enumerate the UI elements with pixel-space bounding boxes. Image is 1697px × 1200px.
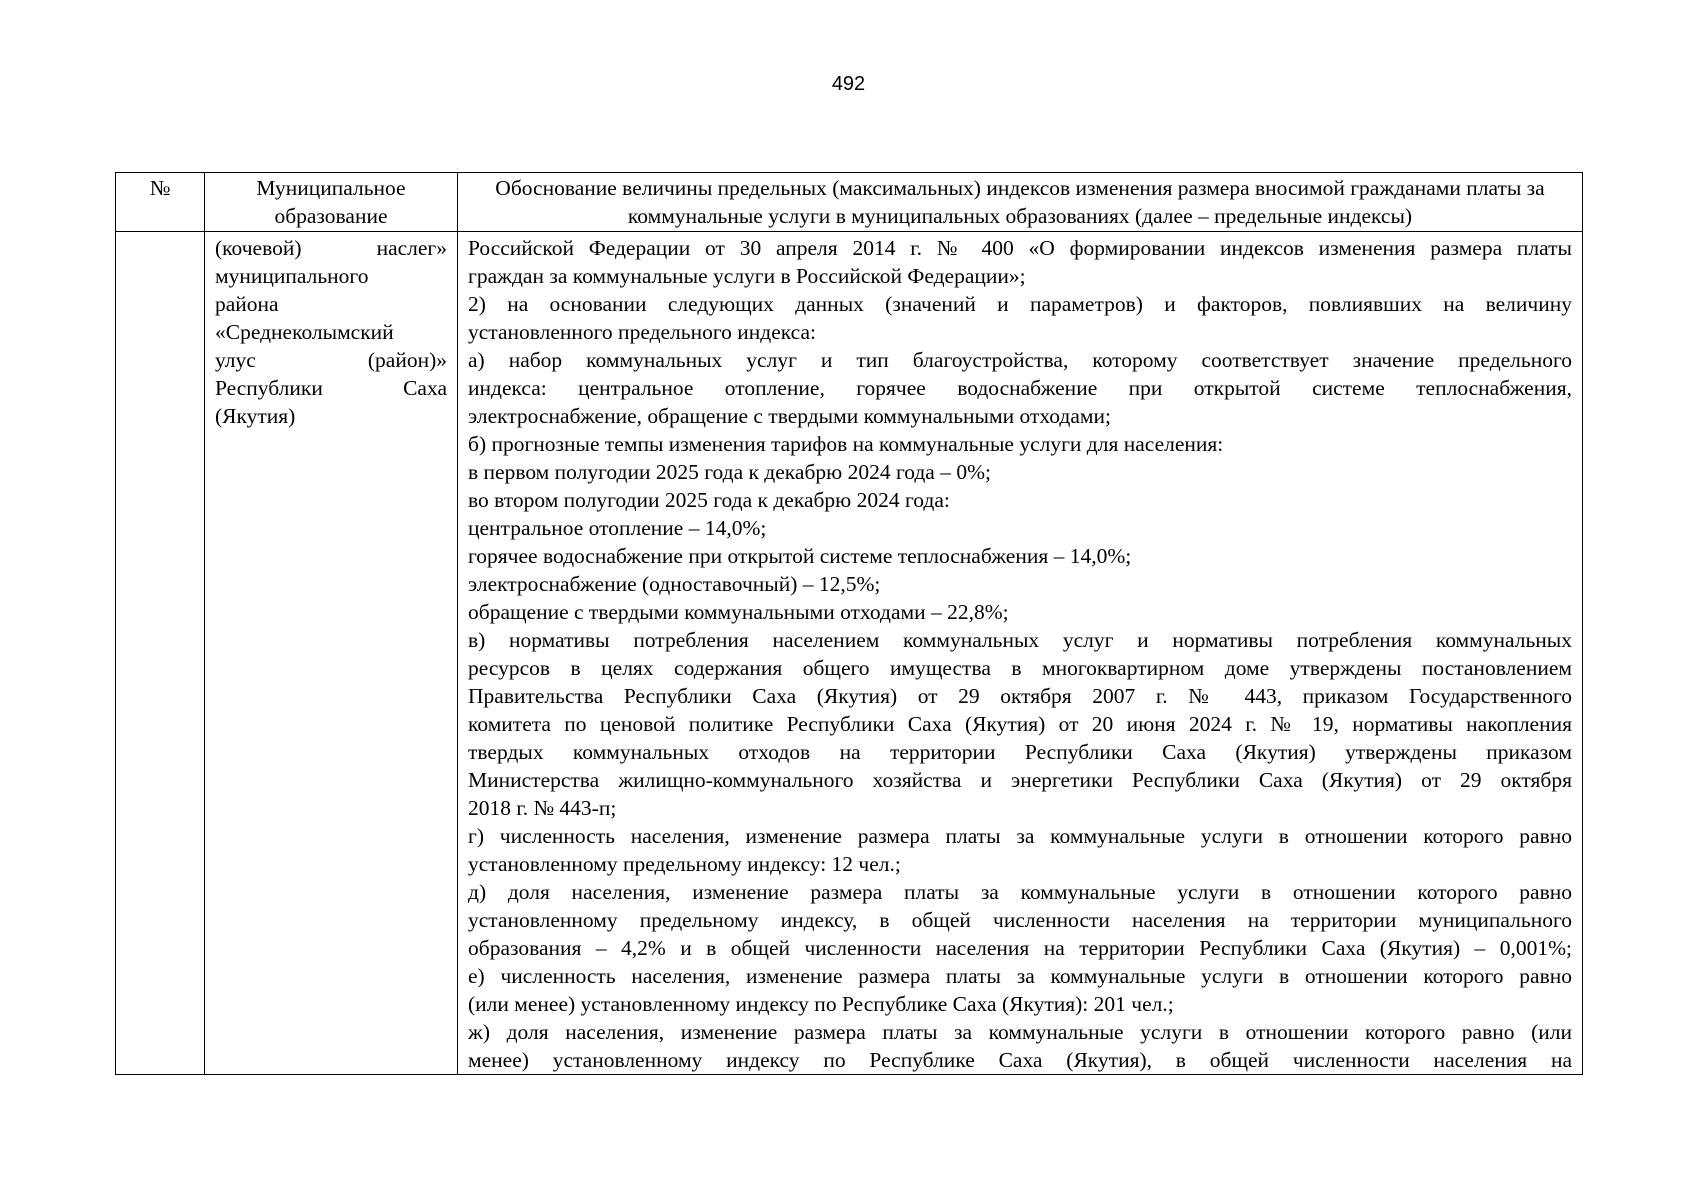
justification-line: д) доля населения, изменение размера платы за коммунальные услуги в отношении которого равно	[468, 880, 1572, 904]
cell-justification	[458, 232, 1583, 1075]
cell-number	[116, 232, 205, 1075]
justification-line: установленного предельного индекса:	[468, 320, 816, 344]
municipality-word: муниципального	[215, 264, 369, 288]
justification-line: электроснабжение (одноставочный) – 12,5%;	[468, 572, 881, 596]
justification-line: установленному предельному индексу: 12 чел.;	[468, 852, 901, 876]
municipality-line	[215, 262, 447, 290]
municipality-word: «Среднеколымский	[215, 320, 394, 344]
justification-line: центральное отопление – 14,0%;	[468, 516, 767, 540]
justification-line: твердых коммунальных отходов на территории Республики Саха (Якутия) утверждены приказом	[468, 740, 1572, 764]
municipality-word: (кочевой)	[215, 236, 302, 260]
justification-line: б) прогнозные темпы изменения тарифов на коммунальные услуги для населения:	[468, 432, 1224, 456]
justification-line: менее) установленному индексу по Республике Саха (Якутия), в общей численности населения на	[468, 1048, 1572, 1072]
justification-line: Российской Федерации от 30 апреля 2014 г. № 400 «О формировании индексов изменения размера платы	[468, 236, 1572, 260]
municipality-word: (район)»	[367, 348, 447, 372]
municipality-line	[215, 234, 447, 262]
justification-line: в первом полугодии 2025 года к декабрю 2024 года – 0%;	[468, 460, 991, 484]
justification-line: е) численность населения, изменение размера платы за коммунальные услуги в отношении которого равно	[468, 964, 1572, 988]
municipality-word: улус	[215, 348, 256, 372]
justification-line: 2018 г. № 443-п;	[468, 796, 617, 820]
justification-line: в) нормативы потребления населением коммунальных услуг и нормативы потребления коммунальных	[468, 628, 1572, 652]
municipality-word: наслег»	[376, 236, 447, 260]
justification-line: обращение с твердыми коммунальными отходами – 22,8%;	[468, 600, 1009, 624]
header-number: №	[116, 173, 205, 232]
justification-line: граждан за коммунальные услуги в Российской Федерации»;	[468, 264, 1026, 288]
municipality-line	[215, 318, 447, 346]
page-number: 492	[831, 73, 866, 95]
justification-line: комитета по ценовой политике Республики Саха (Якутия) от 20 июня 2024 г. № 19, нормативы накопления	[468, 712, 1572, 736]
justification-line: горячее водоснабжение при открытой системе теплоснабжения – 14,0%;	[468, 544, 1132, 568]
justification-line: установленному предельному индексу, в общей численности населения на территории муниципального	[468, 908, 1572, 932]
municipality-line	[215, 374, 447, 402]
municipality-line	[215, 290, 447, 318]
municipality-line	[215, 346, 447, 374]
justification-line: г) численность населения, изменение размера платы за коммунальные услуги в отношении которого равно	[468, 824, 1572, 848]
justification-line: 2) на основании следующих данных (значений и параметров) и факторов, повлиявших на величину	[468, 292, 1572, 316]
header-justification: Обоснование величины предельных (максимальных) индексов изменения размера вносимой гражданами платы за коммунальные услуги в муниципальных образованиях (далее – предельные индексы)	[458, 173, 1583, 232]
justification-line: электроснабжение, обращение с твердыми коммунальными отходами;	[468, 404, 1111, 428]
municipality-line	[215, 402, 447, 430]
indices-table	[115, 172, 1583, 1075]
header-municipality: Муниципальное образование	[205, 173, 458, 232]
justification-line: а) набор коммунальных услуг и тип благоустройства, которому соответствует значение предельного	[468, 348, 1572, 372]
municipality-word: района	[215, 292, 279, 316]
justification-line: образования – 4,2% и в общей численности населения на территории Республики Саха (Якутия) – 0,001%;	[468, 936, 1572, 960]
justification-line: (или менее) установленному индексу по Республике Саха (Якутия): 201 чел.;	[468, 992, 1174, 1016]
table-header-row	[116, 173, 1583, 232]
municipality-word: Республики	[215, 376, 323, 400]
justification-line: ресурсов в целях содержания общего имущества в многоквартирном доме утверждены постановлением	[468, 656, 1572, 680]
justification-line: индекса: центральное отопление, горячее водоснабжение при открытой системе теплоснабжения,	[468, 376, 1572, 400]
justification-line: ж) доля населения, изменение размера платы за коммунальные услуги в отношении которого равно (или	[468, 1020, 1572, 1044]
municipality-word: (Якутия)	[215, 404, 296, 428]
justification-line: Министерства жилищно-коммунального хозяйства и энергетики Республики Саха (Якутия) от 29 октября	[468, 768, 1572, 792]
justification-line: Правительства Республики Саха (Якутия) от 29 октября 2007 г. № 443, приказом Государственного	[468, 684, 1572, 708]
municipality-word: Саха	[403, 376, 447, 400]
cell-municipality	[205, 232, 458, 1075]
table-row	[116, 232, 1583, 1075]
justification-line: во втором полугодии 2025 года к декабрю 2024 года:	[468, 488, 950, 512]
